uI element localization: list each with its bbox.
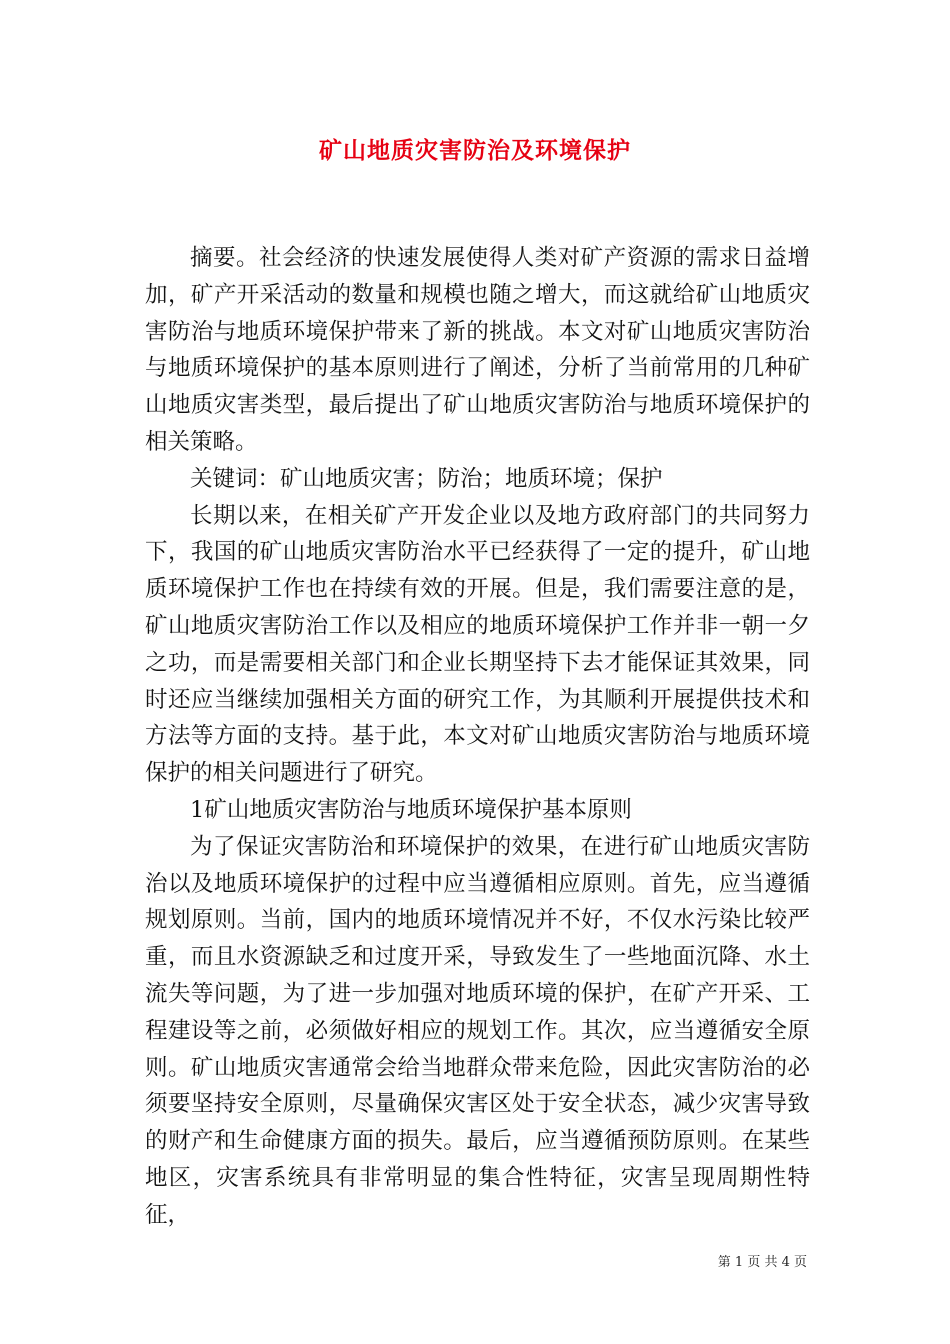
keywords-paragraph: 关键词：矿山地质灾害；防治；地质环境；保护 xyxy=(190,465,663,492)
page-number-footer: 第 1 页 共 4 页 xyxy=(717,1255,807,1270)
document-body xyxy=(145,240,810,1234)
principles-paragraph: 为了保证灾害防治和环境保护的效果，在进行矿山地质灾害防治以及地质环境保护的过程中应当遵循相应原则。首先，应当遵循规划原则。当前，国内的地质环境情况并不好，不仅水污染比较严重，而且水资源缺乏和过度开采，导致发生了一些地面沉降、水土流失等问题，为了进一步加强对地质环境的保护，在矿产开采、工程建设等之前，必须做好相应的规划工作。其次，应当遵循安全原则。矿山地质灾害通常会给当地群众带来危险，因此灾害防治的必须要坚持安全原则，尽量确保灾害区处于安全状态，减少灾害导致的财产和生命健康方面的损失。最后，应当遵循预防原则。在某些地区，灾害系统具有非常明显的集合性特征，灾害呈现周期性特征， xyxy=(145,833,810,1228)
section-heading: 1矿山地质灾害防治与地质环境保护基本原则 xyxy=(190,796,632,823)
document-title: 矿山地质灾害防治及环境保护 xyxy=(319,137,631,164)
intro-paragraph: 长期以来，在相关矿产开发企业以及地方政府部门的共同努力下，我国的矿山地质灾害防治水平已经获得了一定的提升，矿山地质环境保护工作也在持续有效的开展。但是，我们需要注意的是，矿山地质灾害防治工作以及相应的地质环境保护工作并非一朝一夕之功，而是需要相关部门和企业长期坚持下去才能保证其效果，同时还应当继续加强相关方面的研究工作，为其顺利开展提供技术和方法等方面的支持。基于此，本文对矿山地质灾害防治与地质环境保护的相关问题进行了研究。 xyxy=(145,502,810,787)
abstract-paragraph: 摘要。社会经济的快速发展使得人类对矿产资源的需求日益增加，矿产开采活动的数量和规模也随之增大，而这就给矿山地质灾害防治与地质环境保护带来了新的挑战。本文对矿山地质灾害防治与地质环境保护的基本原则进行了阐述，分析了当前常用的几种矿山地质灾害类型，最后提出了矿山地质灾害防治与地质环境保护的相关策略。 xyxy=(145,245,810,455)
